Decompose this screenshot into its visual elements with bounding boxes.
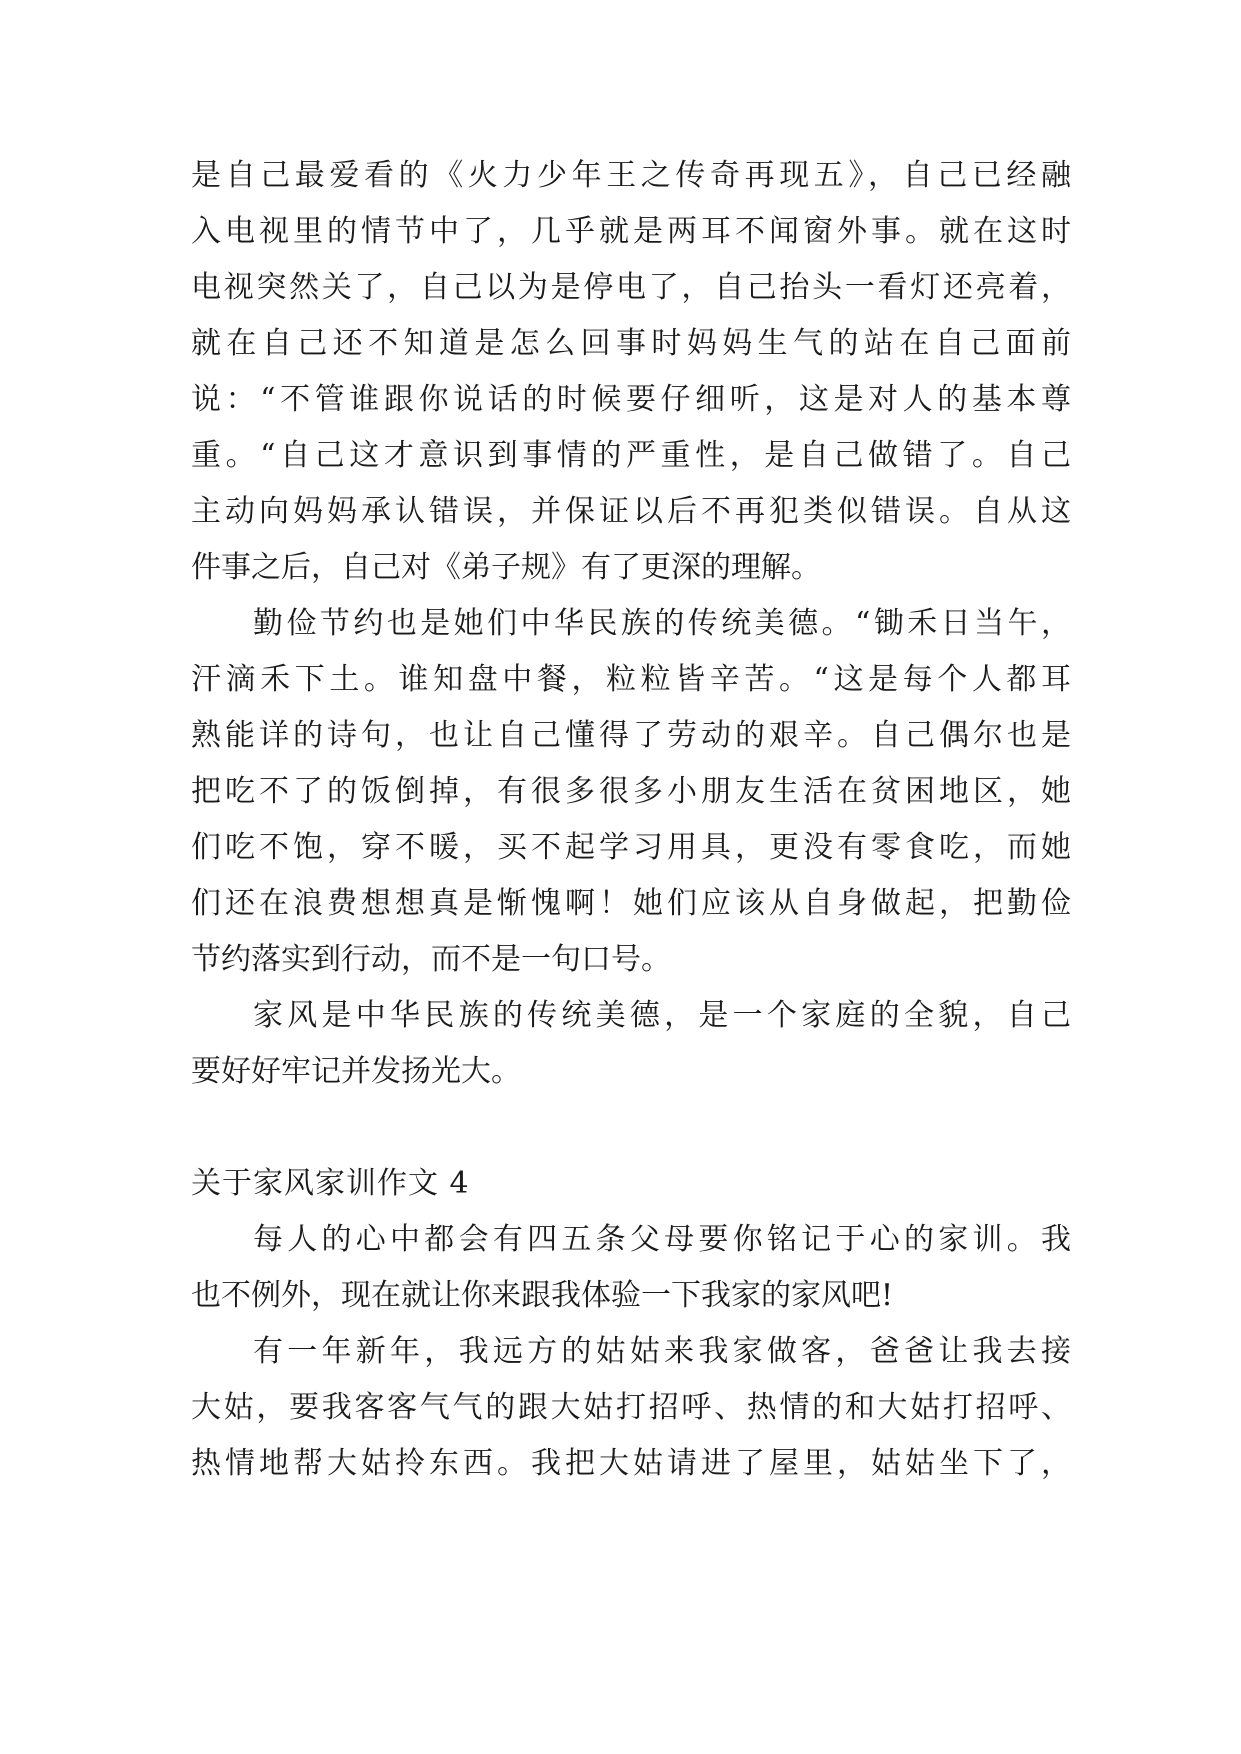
paragraph-first-line: 有一年新年，我远方的姑姑来我家做客，爸爸让我去接 <box>253 1334 1071 1369</box>
paragraph-line: 主动向妈妈承认错误，并保证以后不再犯类似错误。自从这 <box>191 494 1071 529</box>
paragraph-first-line: 每人的心中都会有四五条父母要你铭记于心的家训。我 <box>253 1222 1071 1257</box>
paragraph-line: 重。“自己这才意识到事情的严重性，是自己做错了。自己 <box>191 438 1071 473</box>
paragraph-line: 入电视里的情节中了，几乎就是两耳不闻窗外事。就在这时 <box>191 214 1071 249</box>
paragraph-line: 就在自己还不知道是怎么回事时妈妈生气的站在自己面前 <box>191 326 1071 361</box>
paragraph-line: 说：“不管谁跟你说话的时候要仔细听，这是对人的基本尊 <box>191 382 1071 417</box>
paragraph-line: 熟能详的诗句，也让自己懂得了劳动的艰辛。自己偶尔也是 <box>191 718 1071 753</box>
paragraph-line: 热情地帮大姑拎东西。我把大姑请进了屋里，姑姑坐下了， <box>191 1446 1071 1481</box>
paragraph-line: 们还在浪费想想真是惭愧啊！她们应该从自身做起，把勤俭 <box>191 886 1071 921</box>
paragraph-line: 件事之后，自己对《弟子规》有了更深的理解。 <box>191 550 821 585</box>
paragraph-line: 们吃不饱，穿不暖，买不起学习用具，更没有零食吃，而她 <box>191 830 1071 865</box>
paragraph-first-line: 家风是中华民族的传统美德，是一个家庭的全貌，自己 <box>253 998 1071 1033</box>
section-heading: 关于家风家训作文 4 <box>191 1166 470 1201</box>
paragraph-line: 汗滴禾下土。谁知盘中餐，粒粒皆辛苦。“这是每个人都耳 <box>191 662 1071 697</box>
paragraph-line: 要好好牢记并发扬光大。 <box>191 1054 521 1089</box>
paragraph-line: 也不例外，现在就让你来跟我体验一下我家的家风吧! <box>191 1278 894 1313</box>
paragraph-line: 把吃不了的饭倒掉，有很多很多小朋友生活在贫困地区，她 <box>191 774 1071 809</box>
paragraph-first-line: 勤俭节约也是她们中华民族的传统美德。“锄禾日当午， <box>253 606 1071 641</box>
paragraph-line: 电视突然关了，自己以为是停电了，自己抬头一看灯还亮着， <box>191 270 1071 305</box>
paragraph-line: 节约落实到行动，而不是一句口号。 <box>191 942 671 977</box>
paragraph-line: 大姑，要我客客气气的跟大姑打招呼、热情的和大姑打招呼、 <box>191 1390 1071 1425</box>
paragraph-line: 是自己最爱看的《火力少年王之传奇再现五》，自己已经融 <box>191 158 1071 193</box>
